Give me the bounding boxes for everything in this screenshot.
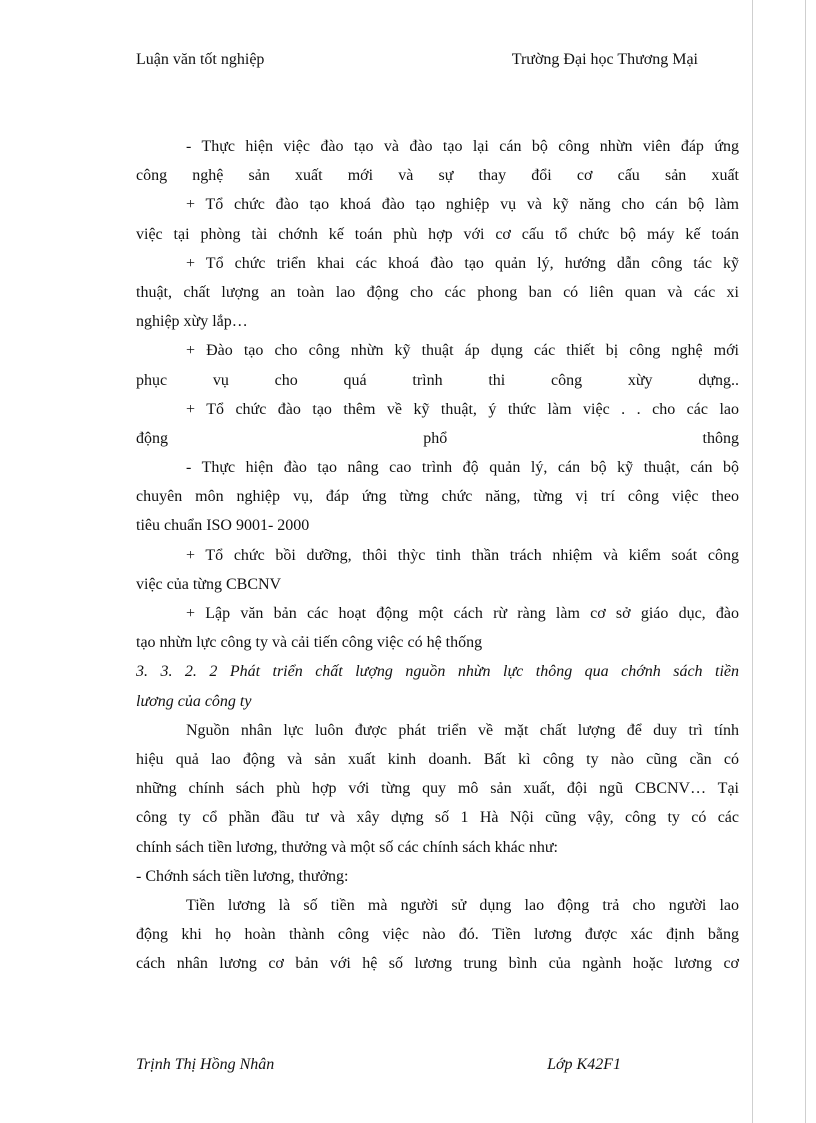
body-line: cách nhân lương cơ bản với hệ số lương trung bình của ngành hoặc lương cơ bbox=[136, 955, 739, 973]
body-line: công ty cổ phần đầu tư và xây dựng số 1 Hà Nội cũng vậy, công ty có các bbox=[136, 809, 739, 827]
body-line: nghiệp xừy lắp… bbox=[136, 313, 248, 331]
body-line: + Tổ chức triển khai các khoá đào tạo quản lý, hướng dẫn công tác kỹ bbox=[186, 254, 739, 272]
body-line: phục vụ cho quá trình thi công xừy dựng.. bbox=[136, 371, 739, 389]
body-line: tiêu chuẩn ISO 9001- 2000 bbox=[136, 517, 310, 535]
body-line: Tiền lương là số tiền mà người sử dụng lao động trả cho người lao bbox=[186, 896, 739, 914]
body-line: + Lập văn bản các hoạt động một cách rừ ràng làm cơ sở giáo dục, đào bbox=[186, 605, 739, 622]
body-line: động phổ thông bbox=[136, 429, 739, 447]
header-right-text: Trường Đại học Thương Mại bbox=[511, 51, 698, 68]
body-line: + Tổ chức đào tạo khoá đào tạo nghiệp vụ và kỹ năng cho cán bộ làm bbox=[186, 196, 739, 214]
body-line: - Thực hiện việc đào tạo và đào tạo lại cán bộ công nhừn viên đáp ứng bbox=[186, 138, 739, 155]
body-line: tạo nhừn lực công ty và cải tiến công việc có hệ thống bbox=[136, 634, 483, 652]
header-left-text: Luận văn tốt nghiệp bbox=[136, 51, 265, 68]
body-line: thuật, chất lượng an toàn lao động cho các phong ban có liên quan và các xi bbox=[136, 283, 739, 301]
right-margin-line bbox=[752, 0, 753, 1123]
footer-left-text: Trịnh Thị Hồng Nhân bbox=[136, 1056, 275, 1073]
section-heading-line: 3. 3. 2. 2 Phát triển chất lượng nguồn nhừn lực thông qua chớnh sách tiền bbox=[136, 663, 739, 681]
footer-right-text: Lớp K42F1 bbox=[547, 1056, 621, 1073]
section-heading-line: lương của công ty bbox=[136, 692, 252, 710]
body-line: + Tổ chức đào tạo thêm về kỹ thuật, ý thức làm việc . . cho các lao bbox=[186, 400, 739, 418]
body-line: việc của từng CBCNV bbox=[136, 575, 282, 593]
body-line: + Tổ chức bồi dưỡng, thôi thỳc tinh thần trách nhiệm và kiểm soát công bbox=[186, 546, 739, 564]
body-line: hiệu quả lao động và sản xuất kinh doanh. Bất kì công ty nào cũng cần có bbox=[136, 750, 739, 768]
page-header bbox=[136, 51, 699, 69]
body-line: chính sách tiền lương, thưởng và một số các chính sách khác như: bbox=[136, 838, 558, 856]
body-line: việc tại phòng tài chớnh kế toán phù hợp với cơ cấu tổ chức bộ máy kế toán bbox=[136, 225, 739, 243]
body-line: - Thực hiện đào tạo nâng cao trình độ quản lý, cán bộ kỹ thuật, cán bộ bbox=[186, 459, 739, 477]
body-line: công nghệ sản xuất mới và sự thay đổi cơ cấu sản xuất bbox=[136, 167, 739, 185]
body-line: + Đào tạo cho công nhừn kỹ thuật áp dụng các thiết bị công nghệ mới bbox=[186, 342, 739, 360]
body-line: động khi họ hoàn thành công việc nào đó. Tiền lương được xác định bằng bbox=[136, 926, 739, 944]
body-line: những chính sách phù hợp với từng quy mô sản xuất, đội ngũ CBCNV… Tại bbox=[136, 780, 739, 798]
body-line: - Chớnh sách tiền lương, thưởng: bbox=[136, 867, 349, 885]
right-margin-line-outer bbox=[805, 0, 806, 1123]
body-line: chuyên môn nghiệp vụ, đáp ứng từng chức năng, từng vị trí công việc theo bbox=[136, 488, 739, 506]
body-text bbox=[136, 132, 739, 978]
body-line: Nguồn nhân lực luôn được phát triển về mặt chất lượng để duy trì tính bbox=[186, 721, 739, 739]
page-footer bbox=[136, 1056, 699, 1074]
